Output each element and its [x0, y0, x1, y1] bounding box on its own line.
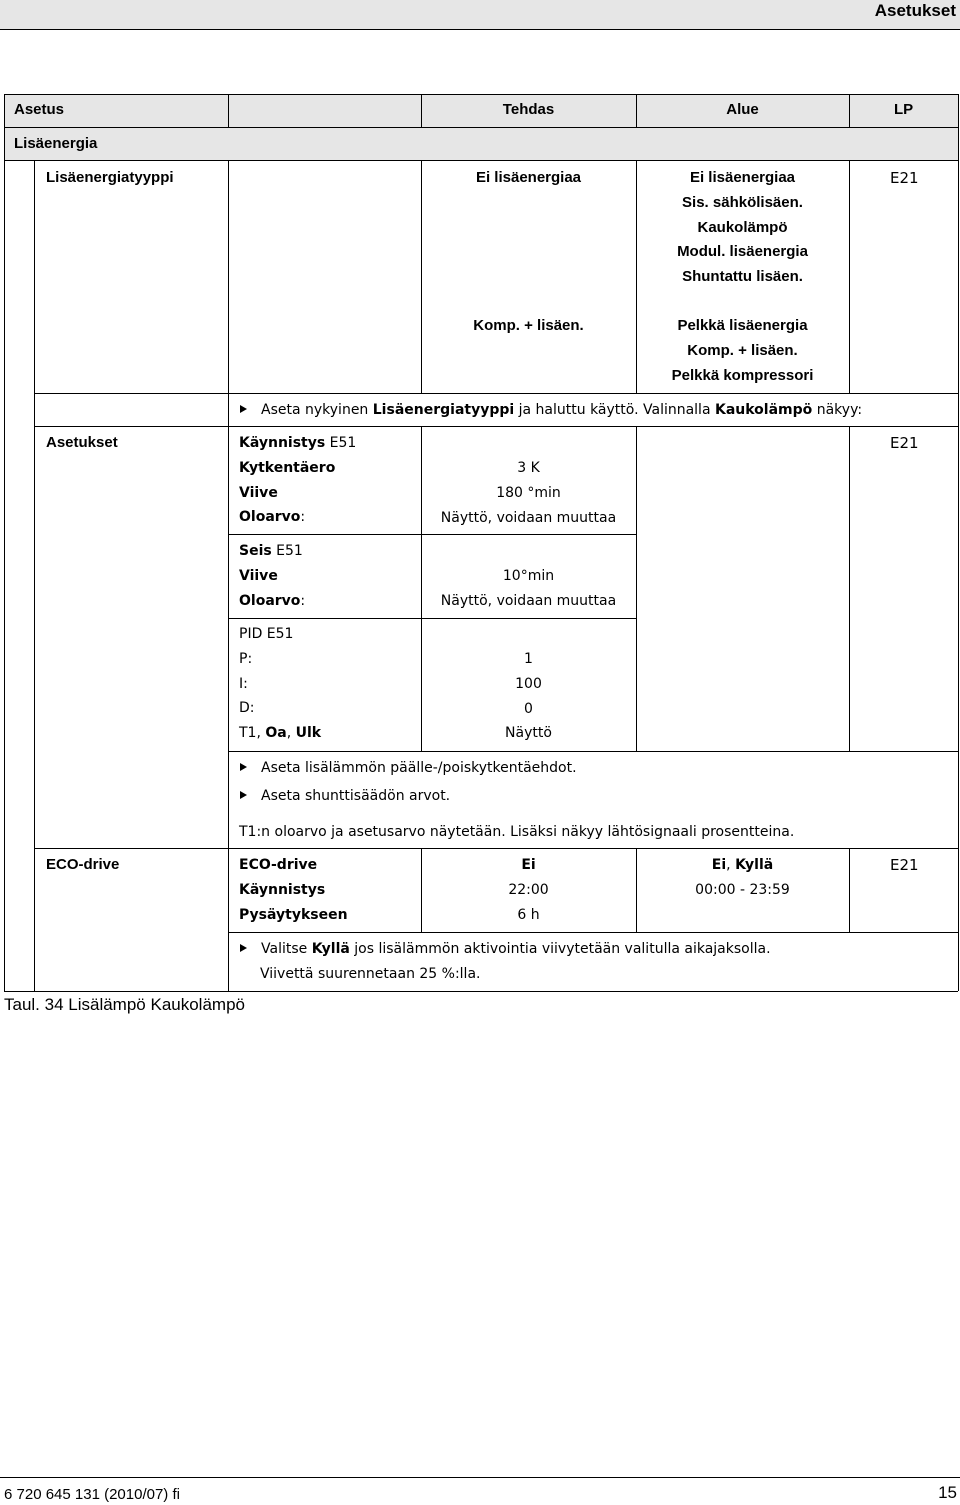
factory-value: Komp. + lisäen. — [473, 317, 584, 334]
setting-value: Näyttö — [505, 725, 552, 742]
start-values — [421, 459, 636, 533]
instruction-note: Aseta shunttisäädön arvot. — [240, 787, 450, 805]
range-value: Ei, Kyllä — [711, 857, 774, 873]
instruction-note: Aseta lisälämmön päälle-/poiskytkentäehdot. — [240, 759, 577, 777]
instruction-note-continued: Viivettä suurennetaan 25 %:lla. — [260, 966, 481, 982]
lp-value: E21 — [890, 434, 919, 452]
setting-label: T1, Oa, Ulk — [239, 725, 322, 742]
eco-range-values — [636, 856, 849, 906]
setting-label: Viive — [239, 484, 278, 501]
setting-label: Oloarvo: — [239, 509, 306, 526]
setting-label: D: — [239, 700, 255, 717]
range-value: 00:00 - 23:59 — [695, 881, 790, 898]
setting-label: Käynnistys — [239, 881, 326, 898]
range-option: Sis. sähkölisäen. — [682, 193, 803, 211]
range-option: Modul. lisäenergia — [677, 243, 808, 261]
start-title: Käynnistys E51 — [239, 435, 357, 451]
setting-label: Kytkentäero — [239, 459, 336, 476]
lp-value: E21 — [890, 169, 919, 187]
range-option: Pelkkä kompressori — [671, 366, 814, 384]
pid-values — [421, 650, 636, 749]
lp-value: E21 — [890, 856, 919, 874]
column-header-factory: Tehdas — [502, 101, 555, 118]
eco-settings — [239, 856, 348, 930]
setting-label: ECO-drive — [239, 857, 318, 873]
setting-value: 10°min — [502, 568, 555, 584]
table-caption: Taul. 34 Lisälämpö Kaukolämpö — [4, 995, 245, 1014]
pid-settings — [239, 625, 321, 749]
range-option: Pelkkä lisäenergia — [677, 317, 808, 334]
range-list — [636, 317, 849, 391]
setting-value: 180 °min — [496, 484, 561, 501]
setting-name-type: Lisäenergiatyyppi — [46, 169, 174, 186]
setting-label: Oloarvo: — [239, 592, 306, 609]
footer-divider — [0, 1477, 960, 1478]
range-option: Komp. + lisäen. — [687, 341, 798, 359]
instruction-note: Valitse Kyllä jos lisälämmön aktivointia viivytetään valitulla aikajaksolla. — [240, 940, 771, 958]
column-header-lp: LP — [894, 101, 914, 118]
setting-label: I: — [239, 675, 248, 692]
page-title: Asetukset — [874, 1, 956, 20]
range-option: Kaukolämpö — [697, 218, 788, 236]
setting-value: 22:00 — [508, 881, 549, 898]
stop-values — [421, 567, 636, 617]
setting-value: 100 — [515, 675, 542, 692]
info-text: T1:n oloarvo ja asetusarvo näytetään. Lisäksi näkyy lähtösignaali prosentteina. — [239, 824, 795, 840]
range-list — [636, 169, 849, 293]
range-option: Ei lisäenergiaa — [689, 169, 796, 186]
section-title: Lisäenergia — [14, 135, 98, 152]
column-header-range: Alue — [726, 101, 759, 118]
page-header — [0, 0, 960, 30]
stop-settings — [239, 542, 305, 616]
document-number: 6 720 645 131 (2010/07) fi — [4, 1486, 180, 1503]
setting-label: P: — [239, 650, 253, 667]
stop-title: Seis E51 — [239, 543, 303, 559]
factory-value: Ei lisäenergiaa — [475, 169, 582, 186]
setting-value: 0 — [524, 700, 533, 717]
eco-factory-values — [421, 856, 636, 930]
section-row — [4, 127, 958, 160]
setting-label: Viive — [239, 567, 278, 584]
setting-label: Pysäytykseen — [239, 906, 348, 923]
setting-value: 3 K — [517, 460, 540, 476]
start-settings — [239, 434, 356, 533]
pid-title: PID E51 — [239, 626, 294, 642]
column-header-setting: Asetus — [14, 101, 65, 118]
group-label-eco-drive: ECO-drive — [46, 856, 120, 873]
group-label-asetukset: Asetukset — [46, 434, 118, 451]
instruction-note: Aseta nykyinen Lisäenergiatyyppi ja haluttu käyttö. Valinnalla Kaukolämpö näkyy: — [240, 401, 862, 419]
setting-value: 6 h — [517, 906, 540, 923]
setting-value: Ei — [521, 857, 536, 873]
page-number: 15 — [938, 1483, 957, 1502]
setting-value: Näyttö, voidaan muuttaa — [440, 509, 617, 526]
setting-value: 1 — [524, 651, 533, 667]
setting-value: Näyttö, voidaan muuttaa — [440, 592, 617, 609]
range-option: Shuntattu lisäen. — [682, 268, 803, 286]
